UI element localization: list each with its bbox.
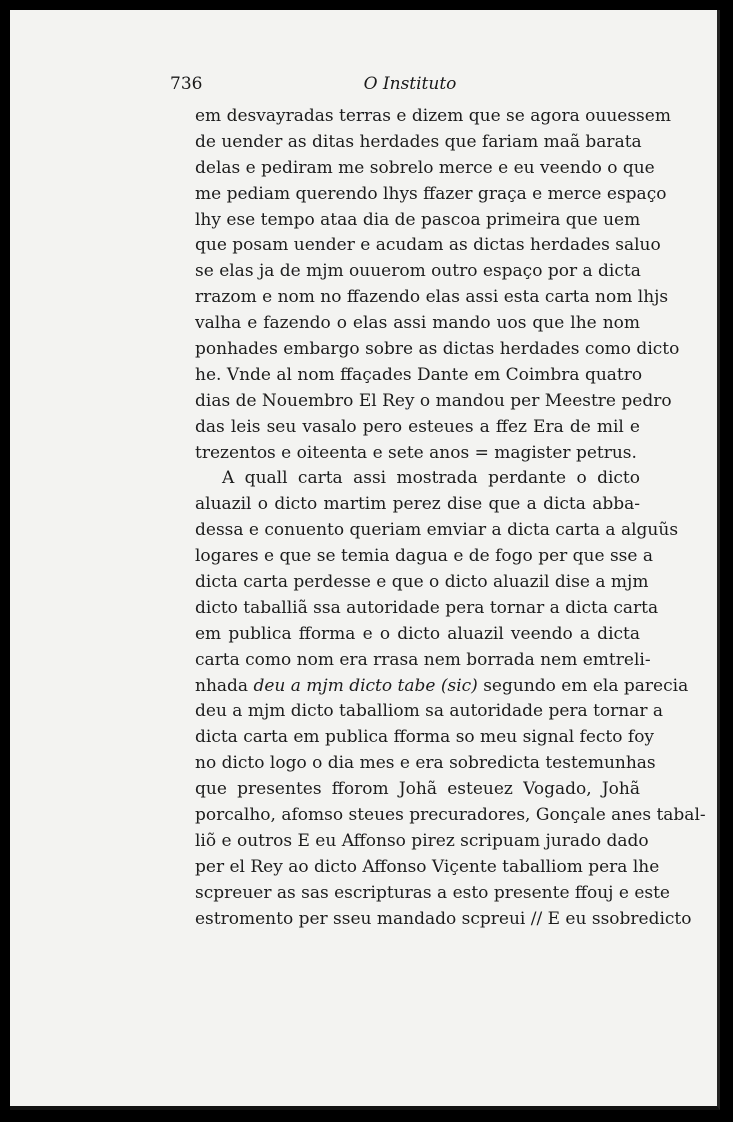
text-line: liõ e outros E eu Affonso pirez scripuam jurado dado	[195, 830, 649, 851]
text-line: he. Vnde al nom ffaçades Dante em Coimbra quatro	[195, 364, 643, 385]
page-number: 736	[170, 74, 203, 94]
text-fragment: segundo em ela parecia	[483, 675, 689, 696]
text-line: A quall carta assi mostrada perdante o dicto	[222, 468, 640, 489]
text-line: que posam uender e acudam as dictas herdades saluo	[195, 235, 661, 256]
text-line: das leis seu vasalo pero esteues a ffez Era de mil e	[195, 416, 640, 437]
text-line: dias de Nouembro El Rey o mandou per Meestre pedro	[195, 390, 672, 411]
text-line: rrazom e nom no ffazendo elas assi esta carta nom lhjs	[195, 287, 669, 308]
text-line: dicta carta perdesse e que o dicto aluazil dise a mjm	[195, 572, 649, 593]
text-line: que presentes fforom Johã esteuez Vogado, Johã	[195, 779, 640, 800]
text-line: deu a mjm dicto taballiom sa autoridade pera tornar a	[195, 701, 664, 722]
text-line: ponhades embargo sobre as dictas herdades como dicto	[195, 339, 680, 360]
text-line: dessa e conuento queriam emviar a dicta carta a alguũs	[195, 520, 679, 541]
text-line: estromento per sseu mandado scpreui // E eu ssobredicto	[195, 908, 692, 929]
text-line: trezentos e oiteenta e sete anos = magister petrus.	[195, 442, 637, 463]
text-line: logares e que se temia dagua e de fogo per que sse a	[195, 546, 654, 567]
text-line: scpreuer as sas escripturas a esto presente ffouj e este	[195, 882, 670, 903]
text-line: em desvayradas terras e dizem que se agora ouuessem	[195, 106, 671, 126]
italic-fragment: deu a mjm dicto tabe (sic)	[253, 675, 478, 696]
text-line: per el Rey ao dicto Affonso Viçente taballiom pera lhe	[195, 856, 660, 877]
body-text	[195, 104, 706, 933]
page-header	[170, 74, 650, 98]
text-line: dicto taballiã ssa autoridade pera tornar a dicta carta	[195, 597, 659, 618]
text-line: no dicto logo o dia mes e era sobredicta testemunhas	[195, 753, 656, 774]
text-fragment: nhada	[195, 675, 249, 696]
text-line: delas e pediram me sobrelo merce e eu veendo o que	[195, 157, 655, 178]
text-line: valha e fazendo o elas assi mando uos que lhe nom	[195, 313, 640, 334]
text-line: se elas ja de mjm ouuerom outro espaço por a dicta	[195, 261, 641, 282]
text-line: de uender as ditas herdades que fariam maã barata	[195, 131, 642, 152]
text-line: aluazil o dicto martim perez dise que a dicta abba-	[195, 494, 640, 515]
text-line: me pediam querendo lhys ffazer graça e merce espaço	[195, 183, 667, 204]
text-line: carta como nom era rrasa nem borrada nem emtreli-	[195, 649, 651, 670]
text-line: em publica fforma e o dicto aluazil veendo a dicta	[195, 623, 640, 644]
text-line-mixed	[195, 674, 689, 700]
text-line: porcalho, afomso steues precuradores, Gonçale anes tabal-	[195, 805, 706, 826]
text-line: dicta carta em publica fforma so meu signal fecto foy	[195, 727, 655, 748]
text-line: lhy ese tempo ataa dia de pascoa primeira que uem	[195, 209, 641, 230]
running-title: O Instituto	[363, 74, 457, 94]
